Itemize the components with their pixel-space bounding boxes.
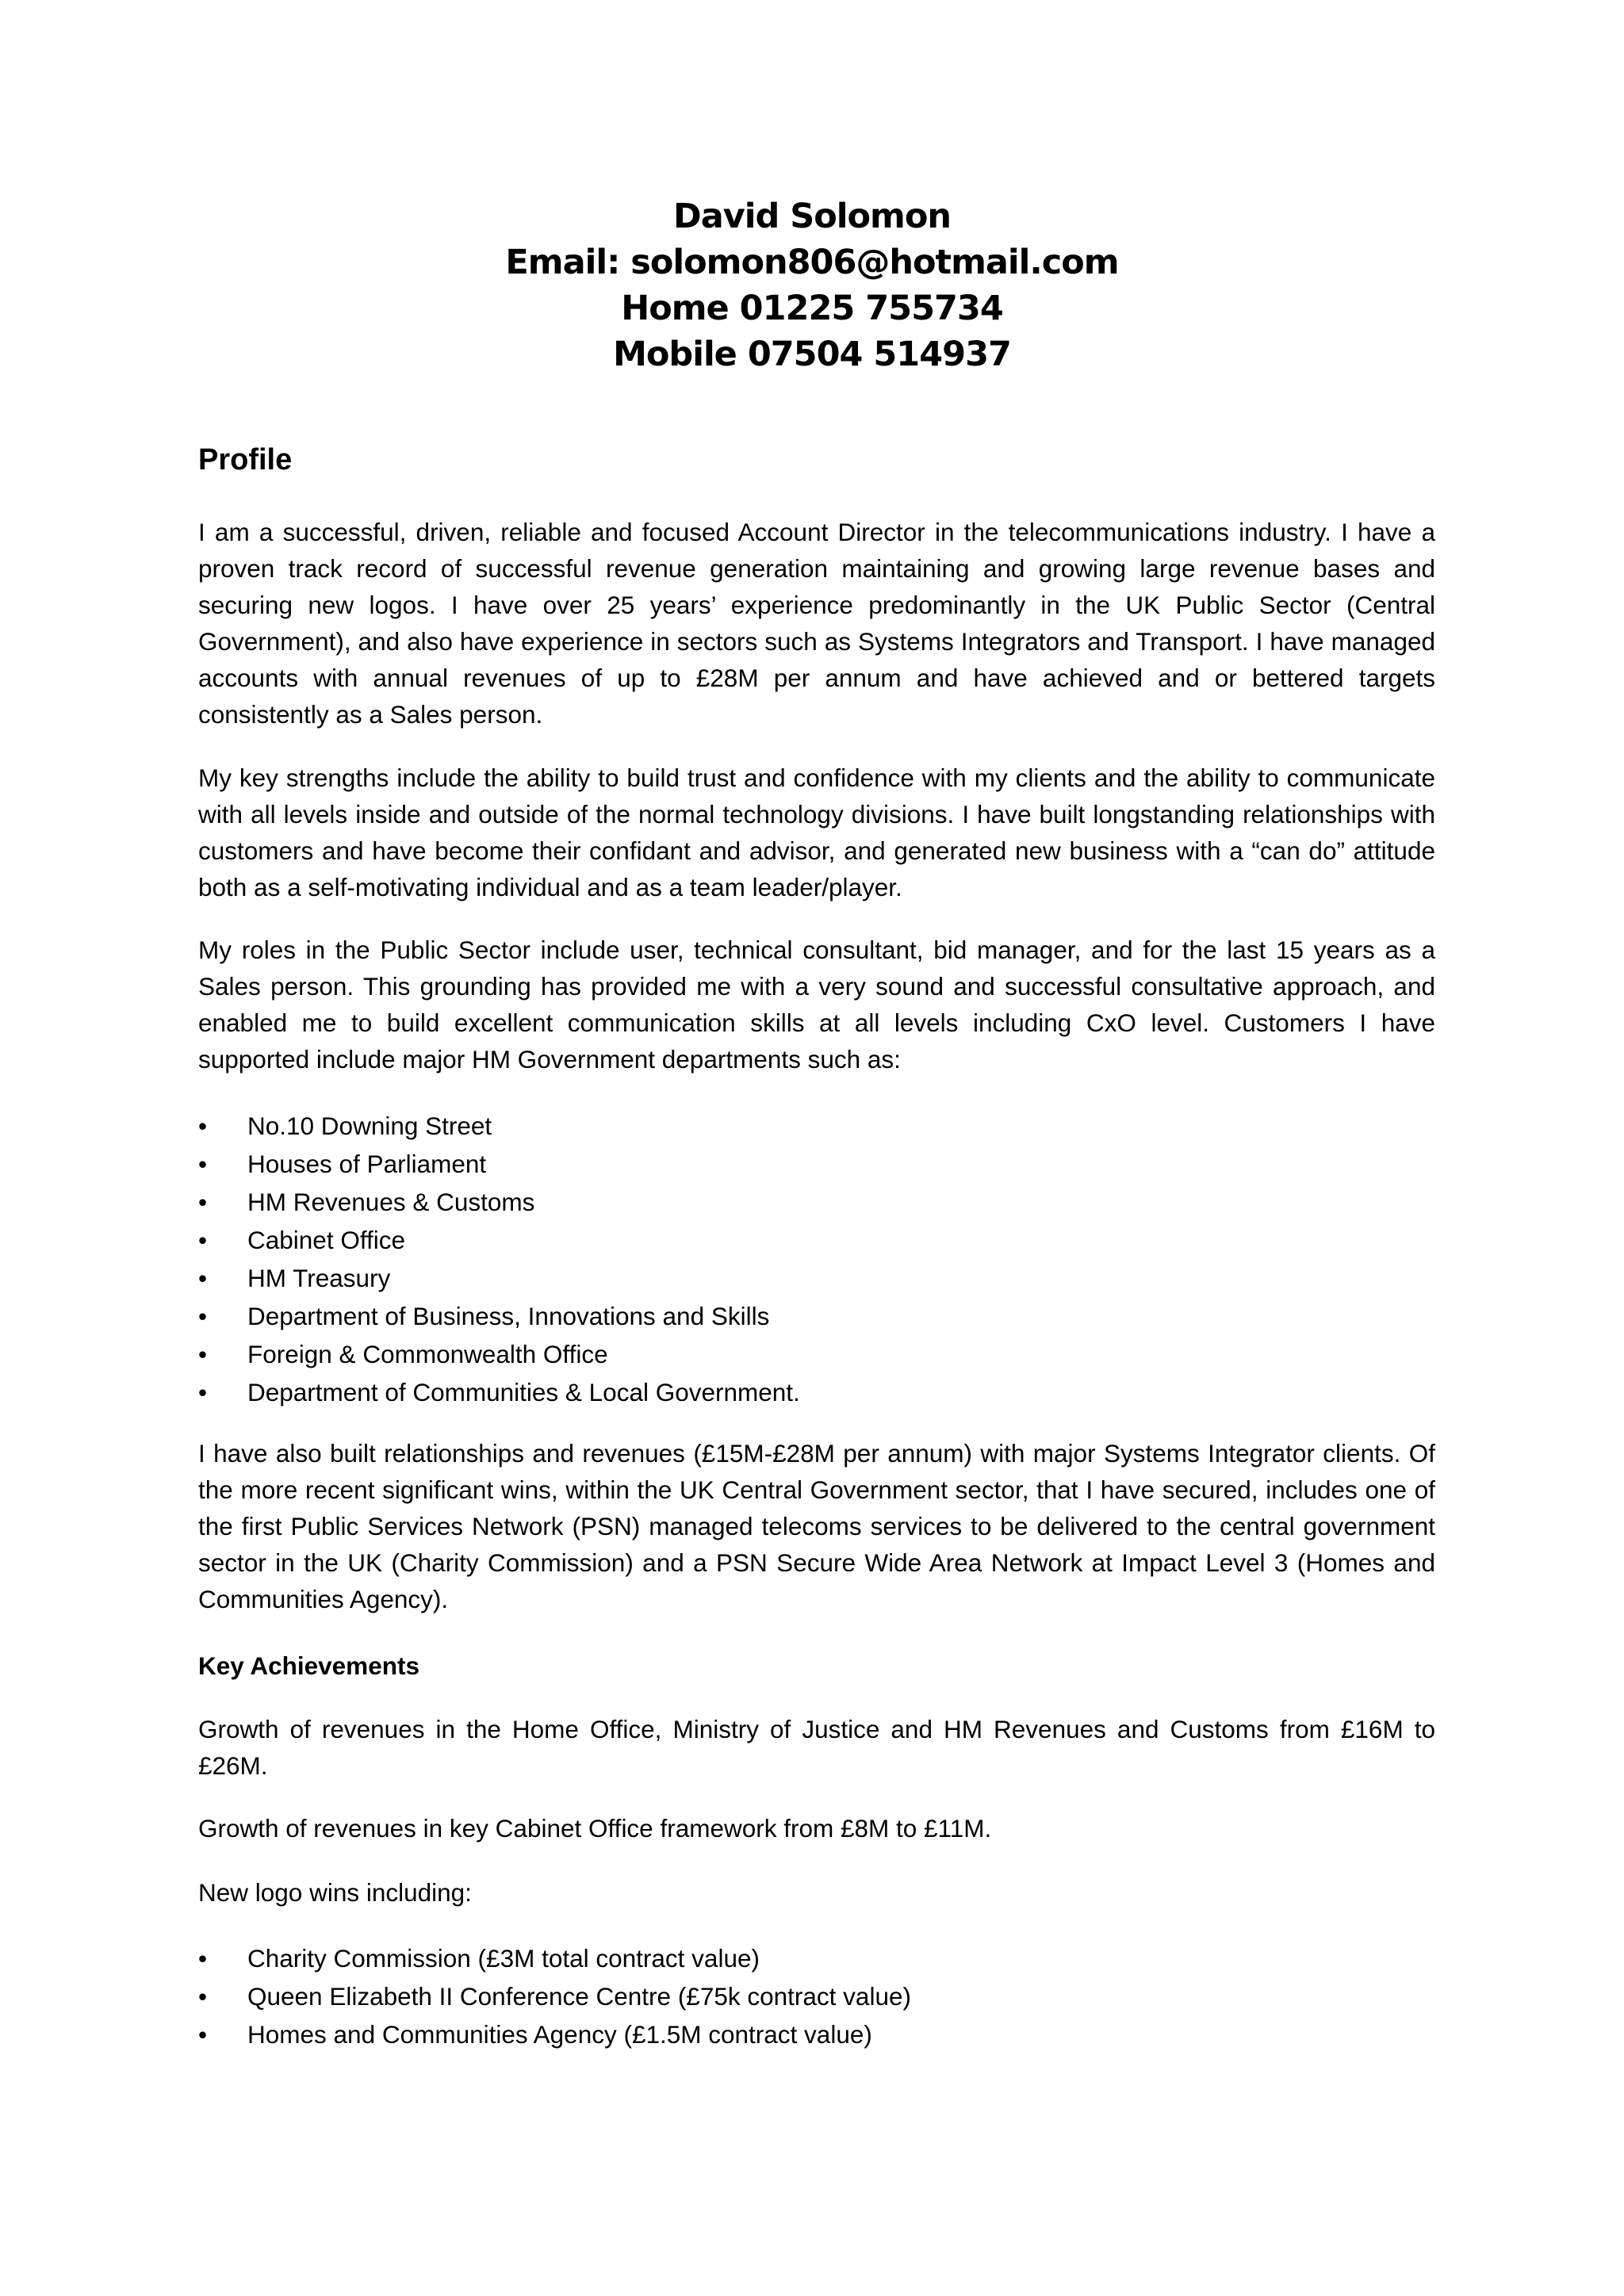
- profile-paragraph-3: My roles in the Public Sector include user, technical consultant, bid manager, and for the last 15 years as a Sales person. This grounding has provided me with a very sound and successful consultative approach, and enabled me to build excellent communication skills at all levels including CxO level. Customers I have supported include major HM Government departments such as:: [198, 936, 1435, 1073]
- list-item: • HM Treasury: [198, 1259, 1435, 1297]
- bullet-icon: •: [198, 1264, 208, 1292]
- list-item: • Houses of Parliament: [198, 1145, 1435, 1183]
- list-item: • Homes and Communities Agency (£1.5M contract value): [198, 2015, 1435, 2053]
- profile-heading: Profile: [198, 443, 293, 476]
- profile-paragraph-1: I am a successful, driven, reliable and focused Account Director in the telecommunications industry. I have a proven track record of successful revenue generation maintaining and growing large revenue bases and securing new logos. I have over 25 years’ experience predominantly in the UK Public Sector (Central Government), and also have experience in sectors such as Systems Integrators and Transport. I have managed accounts with annual revenues of up to £28M per annum and have achieved and or bettered targets consistently as a Sales person.: [198, 518, 1435, 729]
- bullet-icon: •: [198, 1944, 208, 1973]
- list-item: • Department of Communities & Local Government.: [198, 1373, 1435, 1411]
- list-item: • Department of Business, Innovations and Skills: [198, 1297, 1435, 1335]
- bullet-icon: •: [198, 2020, 208, 2049]
- logo-wins-list: [198, 1939, 1435, 2053]
- achievement-1: Growth of revenues in the Home Office, Ministry of Justice and HM Revenues and Customs from £16M to £26M.: [198, 1715, 1435, 1780]
- bullet-icon: •: [198, 1150, 208, 1178]
- contact-header: [0, 193, 1624, 377]
- list-item: • Cabinet Office: [198, 1221, 1435, 1259]
- mobile-phone-line: Mobile 07504 514937: [613, 335, 1011, 374]
- bullet-icon: •: [198, 1340, 208, 1368]
- home-phone-line: Home 01225 755734: [621, 289, 1003, 328]
- email-line: Email: solomon806@hotmail.com: [505, 243, 1119, 282]
- list-item: • Foreign & Commonwealth Office: [198, 1335, 1435, 1373]
- customer-list: [198, 1107, 1435, 1411]
- list-item: • HM Revenues & Customs: [198, 1183, 1435, 1221]
- bullet-icon: •: [198, 1378, 208, 1406]
- achievement-3: New logo wins including:: [198, 1878, 472, 1907]
- profile-paragraph-2: My key strengths include the ability to build trust and confidence with my clients and the ability to communicate with all levels inside and outside of the normal technology divisions. I have built longstanding relationships with customers and have become their confidant and advisor, and generated new business with a “can do” attitude both as a self-motivating individual and as a team leader/player.: [198, 763, 1435, 901]
- achievement-2: Growth of revenues in key Cabinet Office framework from £8M to £11M.: [198, 1814, 992, 1843]
- bullet-icon: •: [198, 1112, 208, 1140]
- list-item: • No.10 Downing Street: [198, 1107, 1435, 1145]
- bullet-icon: •: [198, 1226, 208, 1254]
- bullet-icon: •: [198, 1302, 208, 1330]
- candidate-name: David Solomon: [673, 197, 951, 236]
- list-item: • Charity Commission (£3M total contract value): [198, 1939, 1435, 1977]
- list-item: • Queen Elizabeth II Conference Centre (£75k contract value): [198, 1977, 1435, 2015]
- key-achievements-heading: Key Achievements: [198, 1651, 419, 1680]
- bullet-icon: •: [198, 1982, 208, 2011]
- bullet-icon: •: [198, 1188, 208, 1216]
- profile-closing-paragraph: I have also built relationships and revenues (£15M-£28M per annum) with major Systems Integrator clients. Of the more recent significant wins, within the UK Central Government sector, that I have secured, includes one of the first Public Services Network (PSN) managed telecoms services to be delivered to the central government sector in the UK (Charity Commission) and a PSN Secure Wide Area Network at Impact Level 3 (Homes and Communities Agency).: [198, 1439, 1435, 1613]
